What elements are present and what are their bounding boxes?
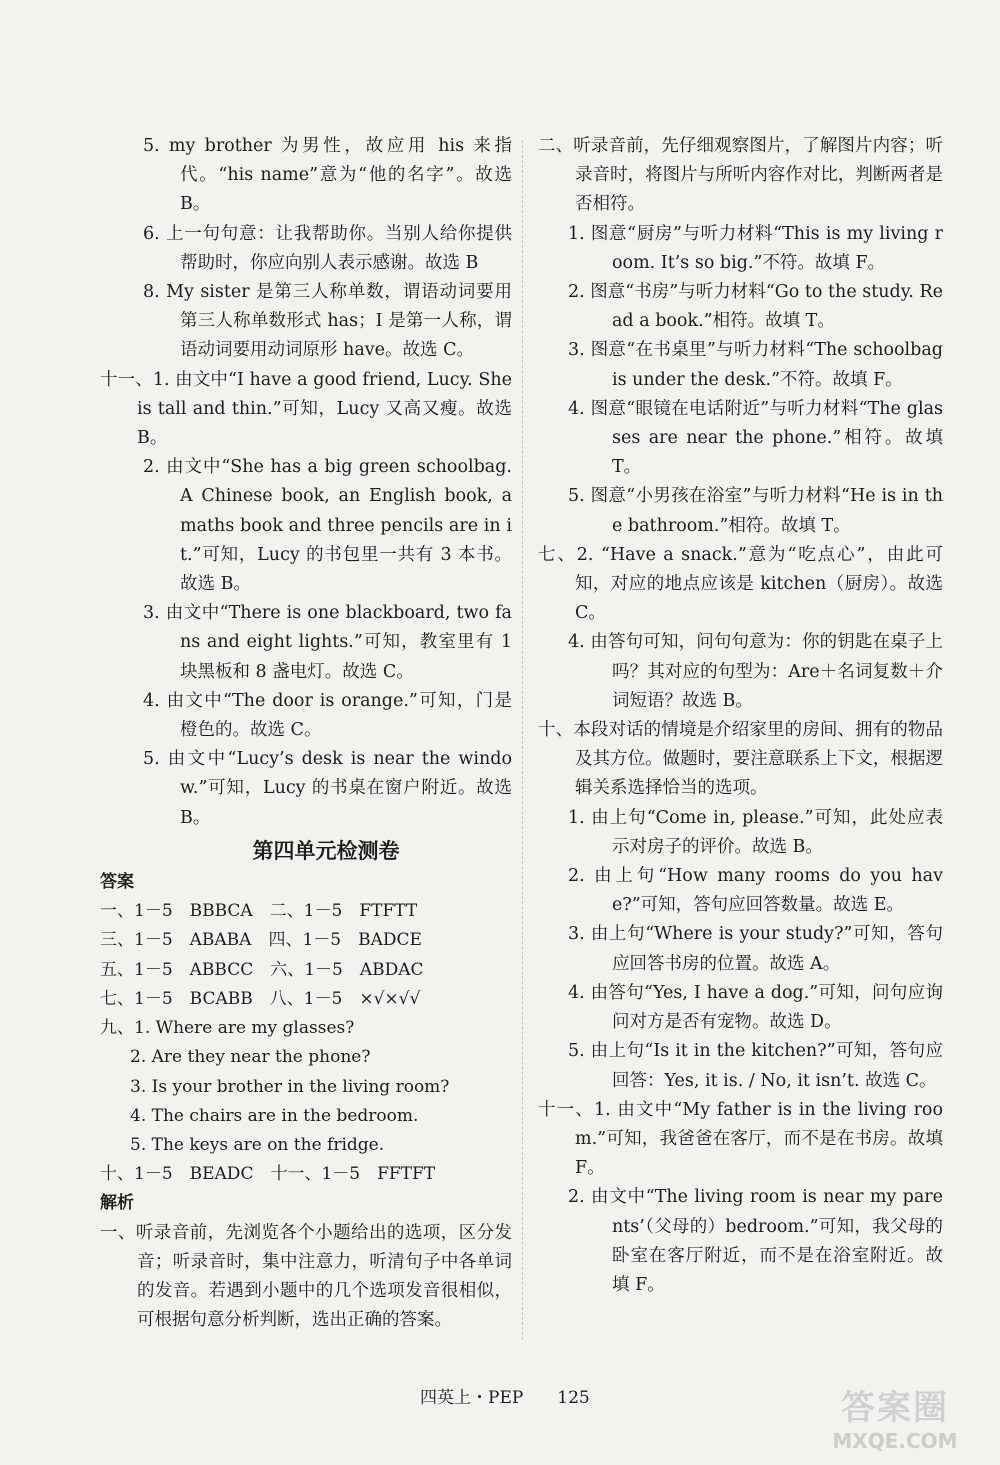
right-item: 2. 由上句“How many rooms do you have?”可知，答句应回答数量。故选 E。 xyxy=(568,866,943,916)
q9-line: 4. The chairs are in the bedroom. xyxy=(130,1105,419,1126)
left-item: 8. My sister 是第三人称单数，谓语动词要用第三人称单数形式 has；I 是第一人称，谓语动词要用动词原形 have。故选 C。 xyxy=(143,282,512,361)
right-item: 十一、1. 由文中“My father is in the living room.”可知，我爸爸在客厅，而不是在书房。故填 F。 xyxy=(538,1099,943,1179)
left-item: 2. 由文中“She has a big green schoolbag. A Chinese book, an English book, a maths book and three pencils are in it.”可知，Lucy 的书包里一共有 3 本书。故选 B。 xyxy=(143,457,512,595)
right-item: 十、本段对话的情境是介绍家里的房间、拥有的物品及其方位。做题时，要注意联系上下文，根据逻辑关系选择恰当的选项。 xyxy=(538,720,943,799)
right-item: 3. 由上句“Where is your study?”可知，答句应回答书房的位置。故选 A。 xyxy=(568,924,943,974)
answer-line: 十、1－5 BEADC 十一、1－5 FFTFT xyxy=(100,1164,436,1185)
answer-line: 一、1－5 BBBCA 二、1－5 FTFTT xyxy=(100,901,418,922)
left-item: 5. my brother 为男性，故应用 his 来指代。“his name”意为“他的名字”。故选 B。 xyxy=(143,136,512,215)
left-column xyxy=(100,132,512,1335)
answer-line: 三、1－5 ABABA 四、1－5 BADCE xyxy=(100,930,422,951)
left-item: 3. 由文中“There is one blackboard, two fans and eight lights.”可知，教室里有 1 块黑板和 8 盏电灯。故选 C。 xyxy=(143,603,512,682)
right-item: 4. 由答句可知，问句句意为：你的钥匙在桌子上吗？其对应的句型为：Are＋名词复数＋介词短语？故选 B。 xyxy=(568,632,943,711)
right-item: 5. 图意“小男孩在浴室”与听力材料“He is in the bathroom.”相符。故填 T。 xyxy=(568,486,943,536)
right-item: 2. 图意“书房”与听力材料“Go to the study. Read a book.”相符。故填 T。 xyxy=(568,282,943,332)
right-item: 1. 图意“厨房”与听力材料“This is my living room. It’s so big.”不符。故填 F。 xyxy=(568,223,943,273)
watermark-url: MXQE.COM xyxy=(832,1429,958,1453)
left-item: 6. 上一句句意：让我帮助你。当别人给你提供帮助时，你应向别人表示感谢。故选 B xyxy=(143,223,512,273)
left-item: 5. 由文中“Lucy’s desk is near the window.”可知，Lucy 的书桌在窗户附近。故选 B。 xyxy=(143,749,512,828)
right-item: 1. 由上句“Come in, please.”可知，此处应表示对房子的评价。故选 B。 xyxy=(568,807,943,857)
watermark-logo: 答案圈 xyxy=(841,1388,949,1428)
q9-line: 5. The keys are on the fridge. xyxy=(130,1134,385,1155)
right-column xyxy=(538,132,943,1300)
analysis-label: 解析 xyxy=(100,1193,134,1214)
section-title: 第四单元检测卷 xyxy=(252,838,400,863)
right-item: 2. 由文中“The living room is near my parents’（父母的）bedroom.”可知，我父母的卧室在客厅附近，而不是在浴室附近。故填 F。 xyxy=(568,1187,943,1295)
right-item: 5. 由上句“Is it in the kitchen?”可知，答句应回答：Yes, it is. / No, it isn’t. 故选 C。 xyxy=(568,1041,943,1091)
page-footer: 四英上・PEP 125 xyxy=(420,1388,590,1408)
left-item: 4. 由文中“The door is orange.”可知，门是橙色的。故选 C。 xyxy=(143,690,512,741)
right-item: 4. 由答句“Yes, I have a dog.”可知，问句应询问对方是否有宠物。故选 D。 xyxy=(568,982,943,1033)
right-item: 4. 图意“眼镜在电话附近”与听力材料“The glasses are near the phone.”相符。故填 T。 xyxy=(568,398,943,478)
column-divider xyxy=(522,140,523,1340)
watermark xyxy=(820,1380,970,1453)
answers-label: 答案 xyxy=(100,872,134,893)
answer-line: 七、1－5 BCABB 八、1－5 ×√×√√ xyxy=(100,988,421,1009)
q9-line: 3. Is your brother in the living room? xyxy=(130,1076,450,1097)
q9-line: 2. Are they near the phone? xyxy=(130,1047,371,1068)
answer-line: 五、1－5 ABBCC 六、1－5 ABDAC xyxy=(100,959,424,980)
right-item: 3. 图意“在书桌里”与听力材料“The schoolbag is under the desk.”不符。故填 F。 xyxy=(568,340,943,390)
analysis-item: 一、听录音前，先浏览各个小题给出的选项，区分发音；听录音时，集中注意力，听清句子中各单词的发音。若遇到小题中的几个选项发音很相似，可根据句意分析判断，选出正确的答案。 xyxy=(100,1222,512,1331)
q9-label: 九、1. Where are my glasses? xyxy=(100,1018,355,1039)
right-item: 七、2. “Have a snack.”意为“吃点心”，由此可知，对应的地点应该是 kitchen（厨房）。故选 C。 xyxy=(538,544,943,624)
left-item: 十一、1. 由文中“I have a good friend, Lucy. She is tall and thin.”可知，Lucy 又高又瘦。故选 B。 xyxy=(100,369,512,449)
right-item: 二、听录音前，先仔细观察图片，了解图片内容；听录音时，将图片与所听内容作对比，判断两者是否相符。 xyxy=(538,136,943,215)
